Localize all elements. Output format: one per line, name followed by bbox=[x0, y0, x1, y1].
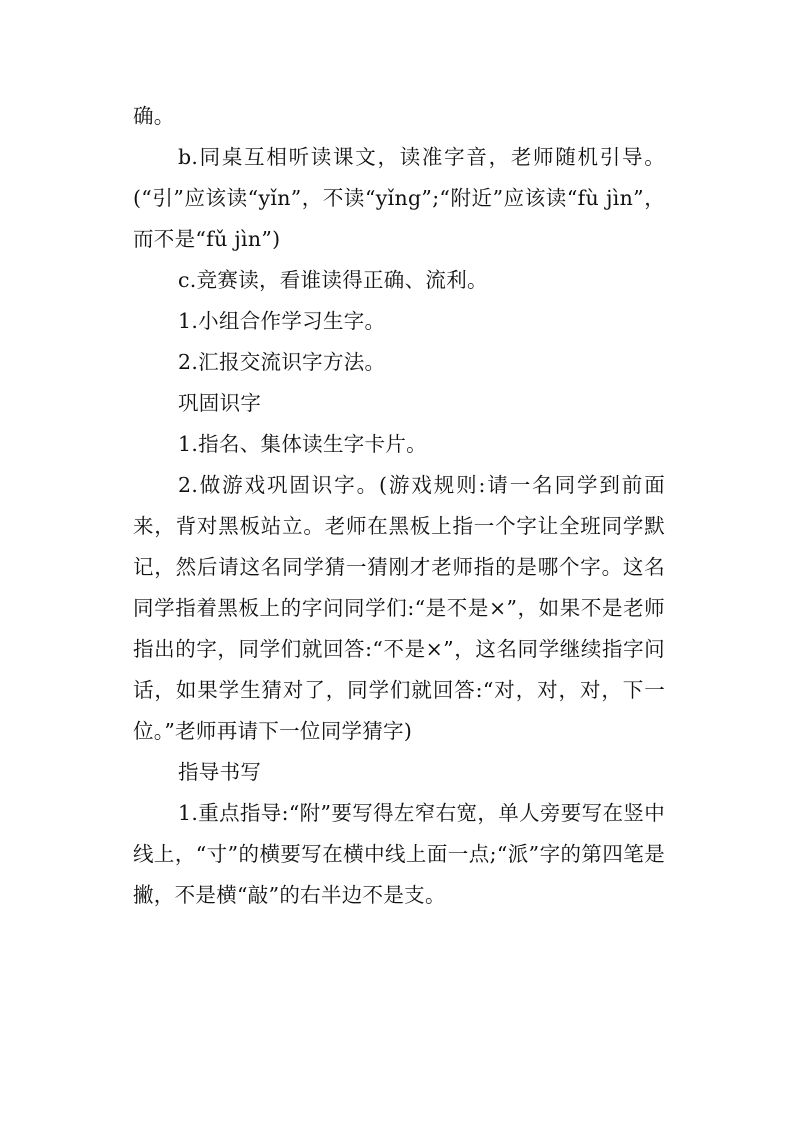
paragraph-continuation: 确。 bbox=[133, 104, 175, 128]
section-heading-writing: 指导书写 bbox=[178, 760, 262, 784]
paragraph-report-methods: 2.汇报交流识字方法。 bbox=[178, 350, 386, 374]
paragraph-group-study: 1.小组合作学习生字。 bbox=[178, 309, 386, 333]
paragraph-game: 2.做游戏巩固识字。(游戏规则:请一名同学到前面来，背对黑板站立。老师在黑板上指一个字让全班同学默记，然后请这名同学猜一猜刚才老师指的是哪个字。这名同学指着黑板上的字问同学们:“是不是×”，如果不是老师指出的字，同学们就回答:“不是×”，这名同学继续指字问话，如果学生猜对了，同学们就回答:“对，对，对，下一位。”老师再请下一位同学猜字) bbox=[133, 473, 665, 743]
paragraph-read-cards: 1.指名、集体读生字卡片。 bbox=[178, 432, 427, 456]
paragraph-writing-guidance: 1.重点指导:“附”要写得左窄右宽，单人旁要写在竖中线上，“寸”的横要写在横中线上面一点;“派”字的第四笔是撇，不是横“敲”的右半边不是支。 bbox=[133, 801, 665, 907]
paragraph-competition-reading: c.竞赛读，看谁读得正确、流利。 bbox=[178, 268, 488, 292]
document-body bbox=[133, 96, 665, 916]
paragraph-pair-reading: b.同桌互相听读课文，读准字音，老师随机引导。(“引”应该读“yǐn”，不读“yǐng”;“附近”应该读“fù jìn”，而不是“fǔ jìn”) bbox=[133, 145, 665, 251]
section-heading-consolidate: 巩固识字 bbox=[178, 391, 262, 415]
